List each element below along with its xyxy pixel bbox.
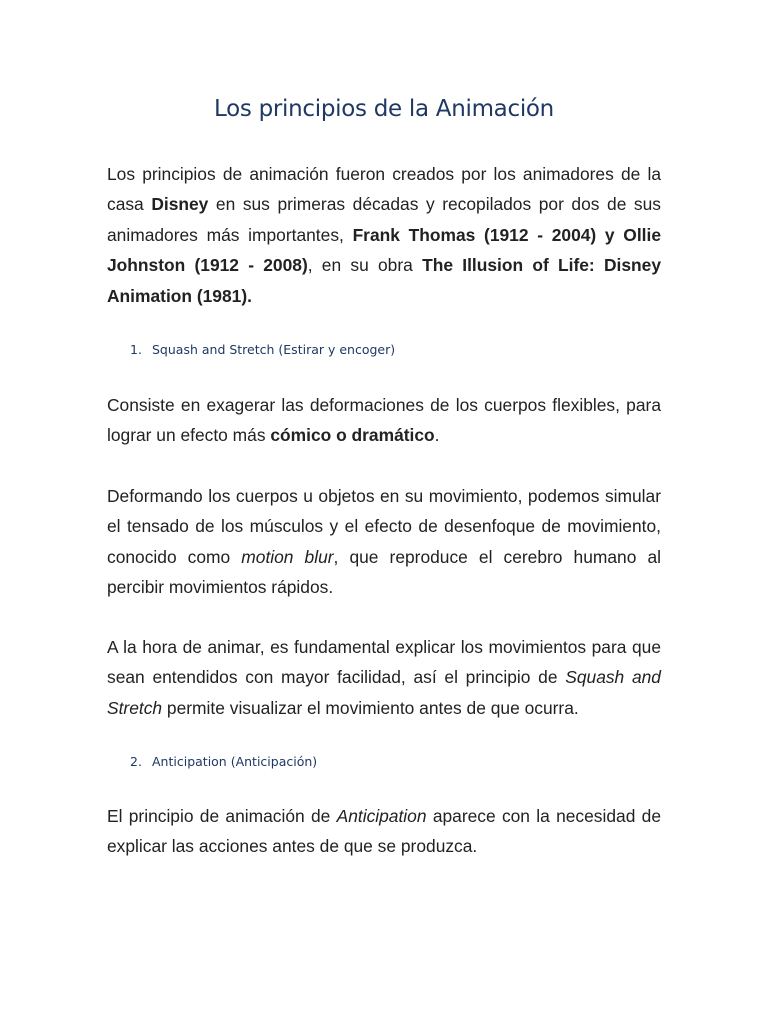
paragraph-italic: Anticipation xyxy=(336,806,427,826)
paragraph-anticipation-1 xyxy=(107,801,661,862)
intro-text: , en su obra xyxy=(307,255,423,276)
paragraph-text: . xyxy=(434,425,440,446)
section-number: 2. xyxy=(130,754,142,769)
paragraph-text: El principio de animación de xyxy=(107,806,337,826)
paragraph-text: , que reproduce el cerebro humano al percibir movimientos rápidos. xyxy=(107,546,661,598)
section-heading-squash-stretch xyxy=(130,342,395,357)
intro-bold-authors: Frank Thomas (1912 - 2004) y Ollie Johnston (1912 - 2008) xyxy=(107,224,661,276)
intro-text: Los principios de animación fueron creados por los animadores de la casa xyxy=(107,164,661,215)
paragraph-squash-3 xyxy=(107,632,661,723)
page-title: Los principios de la Animación xyxy=(214,96,554,122)
intro-text: en sus primeras décadas y recopilados por dos de sus animadores más importantes, xyxy=(107,194,661,245)
paragraph-text: aparece con la necesidad de explicar las acciones antes de que se produzca. xyxy=(107,806,661,857)
intro-bold-disney: Disney xyxy=(151,194,209,215)
section-number: 1. xyxy=(130,342,142,357)
paragraph-squash-2 xyxy=(107,481,661,603)
paragraph-italic: Squash and Stretch xyxy=(107,667,661,718)
paragraph-text: Deformando los cuerpos u objetos en su movimiento, podemos simular el tensado de los músculos y el efecto de desenfoque de movimiento, conocido como xyxy=(107,486,661,567)
paragraph-italic: motion blur xyxy=(241,546,334,567)
intro-bold-book: The Illusion of Life: Disney Animation (1981). xyxy=(107,255,661,306)
section-heading-text: Squash and Stretch (Estirar y encoger) xyxy=(152,342,396,357)
intro-paragraph xyxy=(107,159,661,311)
paragraph-text: permite visualizar el movimiento antes de que ocurra. xyxy=(162,697,579,718)
paragraph-bold: cómico o dramático xyxy=(270,425,435,446)
paragraph-text: A la hora de animar, es fundamental explicar los movimientos para que sean entendidos con mayor facilidad, así el principio de xyxy=(107,637,661,688)
paragraph-squash-1 xyxy=(107,390,661,451)
section-heading-anticipation xyxy=(130,754,317,769)
section-heading-text: Anticipation (Anticipación) xyxy=(152,754,318,769)
paragraph-text: Consiste en exagerar las deformaciones de los cuerpos flexibles, para lograr un efecto más xyxy=(107,395,661,446)
